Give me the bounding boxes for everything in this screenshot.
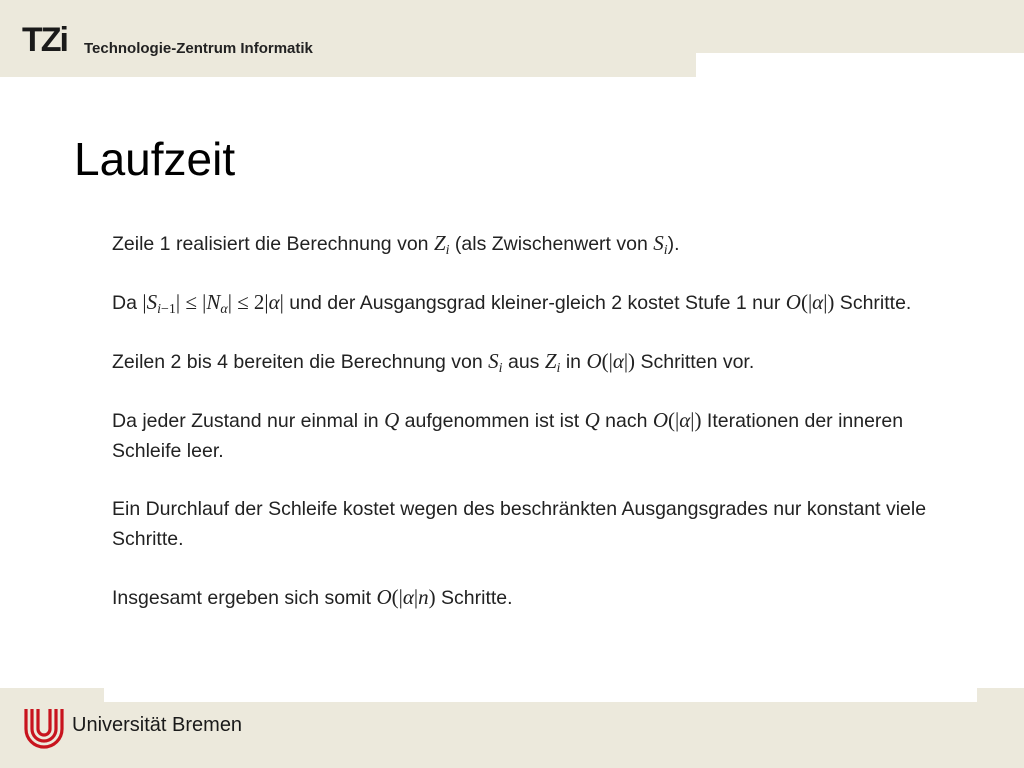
tzi-logo <box>22 22 67 58</box>
paragraph-4-text-3: nach <box>599 410 653 432</box>
paragraph-6 <box>112 582 952 613</box>
paragraph-3-text-3: in <box>560 351 587 373</box>
header-band <box>0 0 696 77</box>
paragraph-2-text-1: Da <box>112 292 143 314</box>
paragraph-3-text-4: Schritten vor. <box>635 351 755 373</box>
formula-o-alpha: O(|α|) <box>652 408 702 432</box>
paragraph-6-text-2: Schritte. <box>435 587 513 609</box>
slide-content <box>112 228 952 613</box>
paragraph-1-text-1: Zeile 1 realisiert die Berechnung von <box>112 233 434 255</box>
slide-title: Laufzeit <box>74 133 236 185</box>
paragraph-2-text-3: Schritte. <box>834 292 912 314</box>
paragraph-2-text-2: und der Ausgangsgrad kleiner-gleich 2 kostet Stufe 1 nur <box>283 292 786 314</box>
formula-q: Q <box>384 408 400 432</box>
formula-inequality: $|S_{i-1}| \le |N_\alpha| \le 2|\alpha|$ <box>142 290 284 317</box>
paragraph-4-text-1: Da jeder Zustand nur einmal in <box>112 410 385 432</box>
paragraph-1-text-2: (als Zwischenwert von <box>449 233 654 255</box>
university-name: Universität Bremen <box>72 714 243 736</box>
header-band-right <box>696 0 1024 53</box>
paragraph-4 <box>112 405 952 466</box>
formula-o-alpha-n: O(|α|n) <box>376 585 436 609</box>
formula-q: Q <box>584 408 600 432</box>
paragraph-3-text-1: Zeilen 2 bis 4 bereiten die Berechnung von <box>112 351 489 373</box>
formula-z-i: $Z_i$ <box>433 231 450 258</box>
formula-o-alpha: O(|α|) <box>586 349 636 373</box>
paragraph-1-text-3: ). <box>667 233 680 255</box>
paragraph-1 <box>112 228 952 259</box>
paragraph-3 <box>112 346 952 377</box>
paragraph-4-text-4: Iterationen der inneren Schleife leer. <box>112 410 904 462</box>
university-logo-icon <box>22 707 66 749</box>
paragraph-4-text-2: aufgenommen ist ist <box>399 410 585 432</box>
formula-s-i: $S_i$ <box>653 231 668 258</box>
paragraph-2 <box>112 287 952 318</box>
paragraph-5 <box>112 494 952 554</box>
paragraph-5-text-1: Ein Durchlauf der Schleife kostet wegen des beschränkten Ausgangsgrades nur konstant viele Schritte. <box>112 498 927 550</box>
tzi-logo-mark: TZi <box>22 21 67 59</box>
institute-name: Technologie-Zentrum Informatik <box>84 40 313 57</box>
formula-z-i: $Z_i$ <box>544 349 561 376</box>
footer-white-strip <box>104 688 977 702</box>
paragraph-6-text-1: Insgesamt ergeben sich somit <box>112 587 377 609</box>
paragraph-3-text-2: aus <box>502 351 545 373</box>
formula-o-alpha: O(|α|) <box>785 290 835 314</box>
formula-s-i: $S_i$ <box>488 349 503 376</box>
